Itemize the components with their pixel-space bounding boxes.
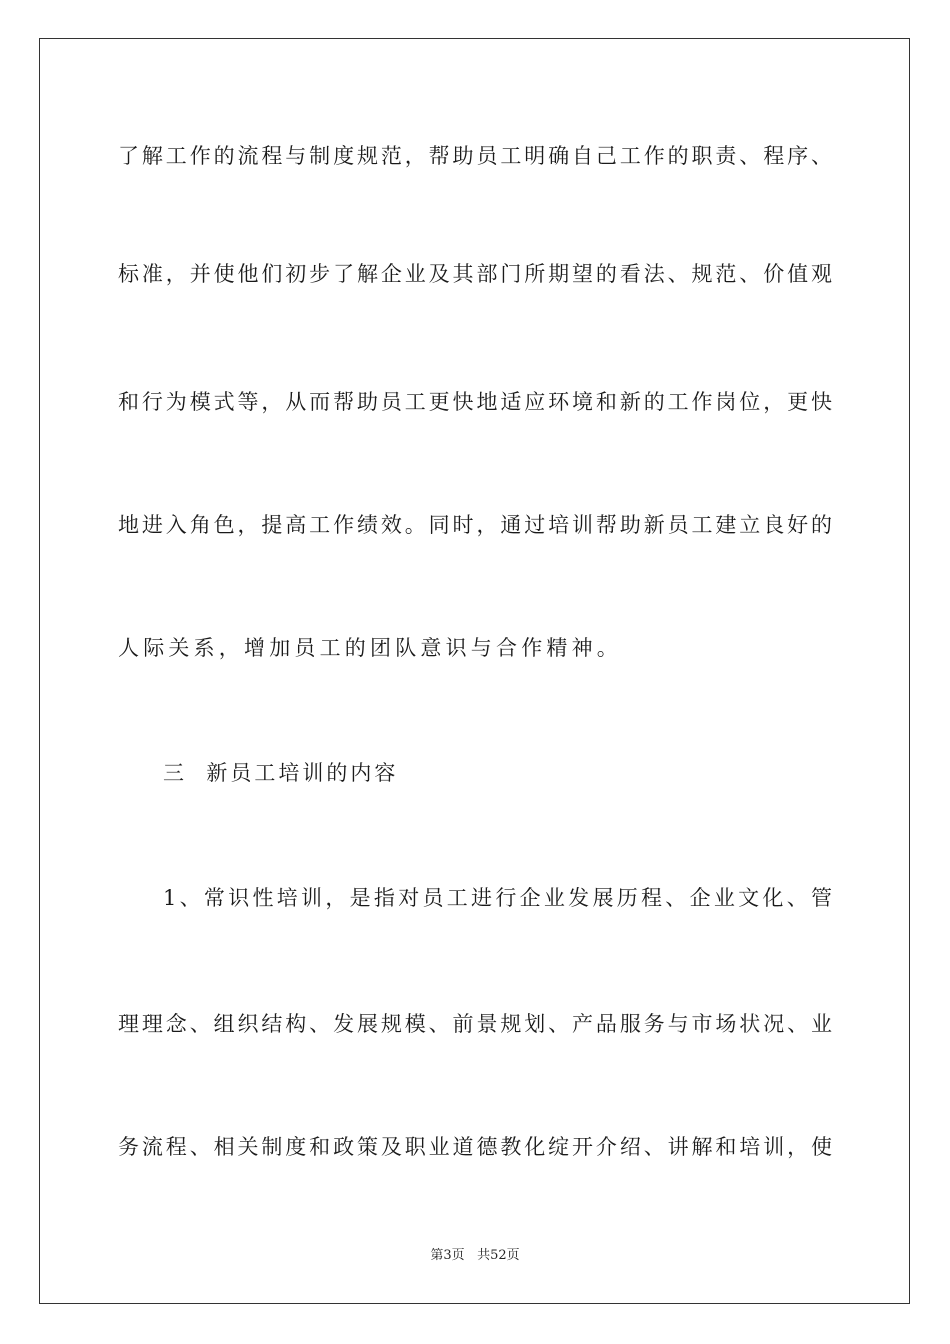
item-line-1: 1、常识性培训，是指对员工进行企业发展历程、企业文化、管 — [163, 886, 832, 910]
page-border — [39, 38, 910, 1304]
page-number: 第3页 — [430, 1248, 465, 1263]
item-line-3: 务流程、相关制度和政策及职业道德教化绽开介绍、讲解和培训，使 — [118, 1135, 832, 1159]
page-footer — [0, 1247, 950, 1265]
paragraph-line-5: 人际关系，增加员工的团队意识与合作精神。 — [118, 636, 622, 660]
paragraph-line-3: 和行为模式等，从而帮助员工更快地适应环境和新的工作岗位，更快 — [118, 390, 832, 414]
footer-spacer — [465, 1248, 477, 1263]
total-pages: 共52页 — [477, 1248, 520, 1263]
paragraph-line-4: 地进入角色，提高工作绩效。同时，通过培训帮助新员工建立良好的 — [118, 513, 832, 537]
paragraph-line-2: 标准，并使他们初步了解企业及其部门所期望的看法、规范、价值观 — [118, 262, 832, 286]
section-heading: 三 新员工培训的内容 — [163, 761, 399, 785]
paragraph-line-1: 了解工作的流程与制度规范，帮助员工明确自己工作的职责、程序、 — [118, 144, 832, 168]
item-line-2: 理理念、组织结构、发展规模、前景规划、产品服务与市场状况、业 — [118, 1012, 832, 1036]
